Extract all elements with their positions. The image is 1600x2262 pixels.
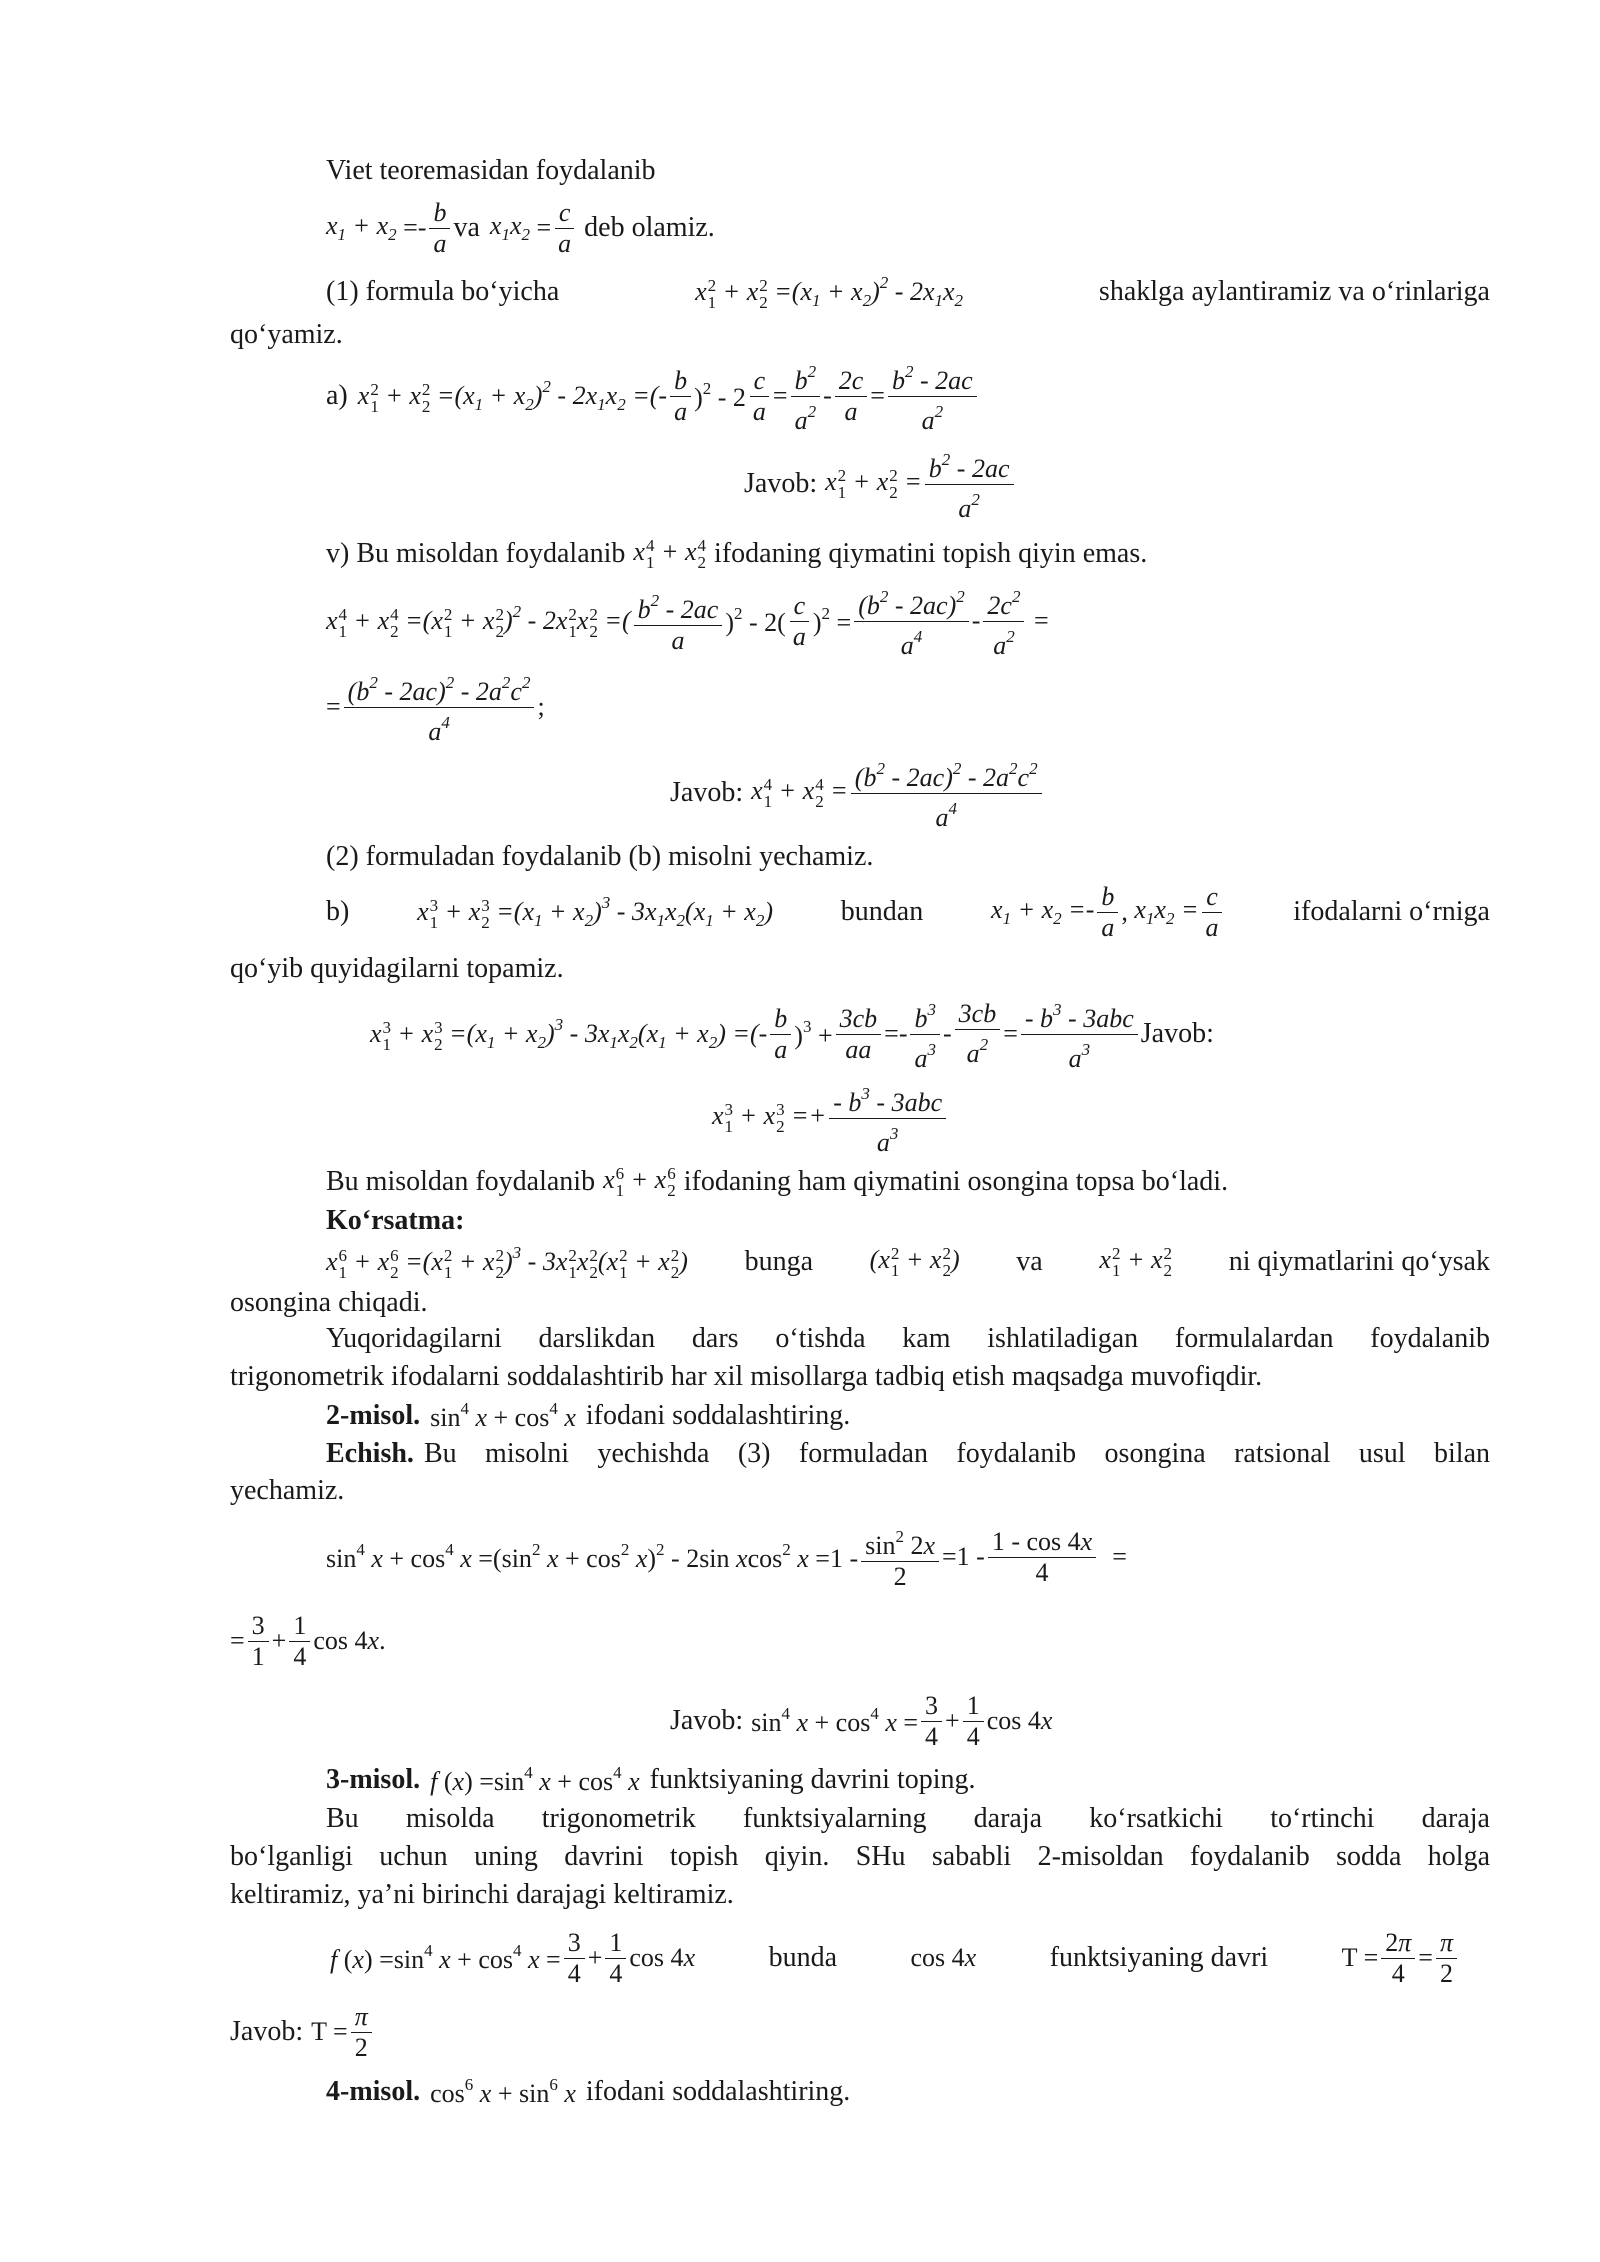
va-word: va <box>1016 1246 1043 1277</box>
korsatma-heading: Ko‘rsatma: <box>326 1205 465 1236</box>
x6-end: ifodaning ham qiymatini osongina topsa bo‘ladi. <box>683 1166 1229 1197</box>
formula1-intro: (1) formula bo‘yicha <box>326 276 560 307</box>
korsatma-formula: x 6 1 + x 6 2 =(x 2 1 + x 2 2 )$^3$ - 3x 2 1 x 2 2 (x 2 1 + x 2 2 ) bunga (x 2 1 + x 2 2 ) va x 2 1 + x 2 2 ni qiymatlarini qo‘ysak <box>326 1242 1490 1283</box>
javob-label: Javob: <box>670 777 744 808</box>
misol-4-end: ifodani soddalashtiring. <box>585 2076 851 2107</box>
qoyamiz-text: qo‘yamiz. <box>230 319 343 350</box>
misol-3-end: funktsiyaning davrini toping. <box>649 1764 976 1795</box>
javob-label: Javob: <box>670 1705 744 1736</box>
label-b: b) <box>326 896 350 927</box>
javob-label: Javob: <box>230 2016 304 2047</box>
bunga-word: bunga <box>744 1246 813 1277</box>
misol-2-label: 2-misol. <box>326 1400 421 1431</box>
korsatma-end: ni qiymatlarini qo‘ysak <box>1228 1246 1490 1277</box>
bunda-word: bunda <box>768 1942 838 1973</box>
answer-a: Javob: x 2 1 + x 2 2 = $\frac{b^2 - 2ac}{a^2}$ <box>744 444 1017 524</box>
echish-line2: yechamiz. <box>230 1475 345 1506</box>
echish-line <box>326 1434 1490 1474</box>
formula1-end: shaklga aylantiramiz va o‘rinlariga <box>1098 276 1490 307</box>
misol-3-solution: f $(x) =\sin^4$ $x + \cos^4 x$ = $\frac{3}{4}$ + $\frac{1}{4}$ cos 4x bunda cos 4x funktsiyaning davri T = $\frac{2\pi}{4}$ = $\frac{\pi}{2}$ <box>330 1916 1460 2000</box>
misol-2-end: ifodani soddalashtiring. <box>585 1400 851 1431</box>
m3-para-line3: keltiramiz, ya’ni birinchi darajagi keltiramiz. <box>230 1879 734 1910</box>
echish-label: Echish. <box>326 1438 414 1469</box>
yuq-line2: trigonometrik ifodalarni soddalashtirib har xil misollarga tadbiq etish maqsadga muvofiqdir. <box>230 1361 1263 1392</box>
korsatma-line2: osongina chiqadi. <box>230 1287 428 1318</box>
javob-label: Javob: <box>744 468 818 499</box>
misol-4-label: 4-misol. <box>326 2076 421 2107</box>
answer-v: Javob: x 4 1 + x 4 2 = $\frac{(b^2 - 2ac)^2 - 2a^2c^2}{a^4}$ <box>670 752 1045 834</box>
label-a: a) <box>326 380 348 411</box>
intro-text: Viet teoremasidan foydalanib <box>326 155 656 186</box>
v-intro-end: ifodaning qiymatini topish qiyin emas. <box>714 538 1148 569</box>
formula1-line: (1) formula bo‘yicha x 2 1 + x 2 2 $=(x_1 + x_2)^2 - 2x_1x_2$ shaklga aylantiramiz va o‘rinlariga <box>326 272 1490 313</box>
answer-misol-3: Javob: T = $\frac{\pi}{2}$ <box>230 1990 375 2074</box>
formula2-text: (2) formuladan foydalanib (b) misolni yechamiz. <box>326 841 874 872</box>
javob-label: Javob: <box>1140 1018 1214 1049</box>
x6-line: Bu misoldan foydalanib x 6 1 + x 6 2 ifodaning ham qiymatini osongina topsa bo‘ladi. <box>326 1164 1229 1201</box>
misol-2-result: = $\frac{3}{1}$ + $\frac{1}{4}$ cos 4x. <box>230 1610 386 1671</box>
m3-para-line1-text: Bu misolda trigonometrik funktsiyalarning daraja ko‘rsatkichi to‘rtinchi daraja <box>326 1803 1490 1834</box>
yuq-line1 <box>326 1320 1490 1358</box>
m3-para-line2-text: bo‘lganligi uchun uning davrini topish qiyin. SHu sababli 2-misoldan foydalanib sodda holga <box>230 1841 1490 1872</box>
v-intro-start: v) Bu misoldan foydalanib <box>326 538 626 569</box>
example-v-formula: x 4 1 + x 4 2 =(x 2 1 + x 2 2 )$^2$ - 2x 2 1 x 2 2 =( $\frac{b^2 - 2ac}{a}$ )$^2$ - 2( $\frac{c}{a}$ )$^2$ = $\frac{(b^2 - 2ac)^2}{a^4}$ - $\frac{2c^2}{a^2}$ = <box>326 580 1049 662</box>
answer-misol-2: Javob: $\sin^4 x + \cos^4 x$ = $\frac{3}{4}$ + $\frac{1}{4}$ cos 4x <box>670 1690 1053 1751</box>
bundan-word: bundan <box>840 896 924 927</box>
va-word: va <box>453 212 480 243</box>
echish-text: Bu misolni yechishda (3) formuladan foydalanib osongina ratsional usul bilan <box>423 1438 1490 1469</box>
example-b: b) x 3 1 + x 3 2 $=(x_1 + x_2)^3 - 3x_1x_2(x_1 + x_2)$ bundan $x_1 + x_2$ =- $\frac{b}{a}$ , $x_1x_2$ = $\frac{c}{a}$ ifodalarni o‘rniga <box>326 881 1490 942</box>
b-line2: qo‘yib quyidagilarni topamiz. <box>230 953 564 984</box>
misol-4: 4-misol. $\cos^6 x + \sin^6 x$ ifodani soddalashtiring. <box>326 2075 851 2108</box>
b-end: ifodalarni o‘rniga <box>1293 896 1490 927</box>
x6-start: Bu misoldan foydalanib <box>326 1166 596 1197</box>
viet-formulas: $x_1 + x_2$ =- $\frac{b}{a}$ va $x_1x_2$ = $\frac{c}{a}$ deb olamiz. <box>326 197 715 258</box>
m3-funk: funktsiyaning davri <box>1049 1942 1269 1973</box>
yuq-line1-text: Yuqoridagilarni darslikdan dars o‘tishda kam ishlatiladigan formulalardan foydalanib <box>326 1323 1490 1354</box>
m3-para-line1 <box>326 1800 1490 1838</box>
misol-3-label: 3-misol. <box>326 1764 421 1795</box>
answer-b: x 3 1 + x 3 2 =+ $\frac{- b^3 - 3abc}{a^3}$ <box>712 1076 949 1160</box>
misol-2-solution: $\sin^4 x + \cos^4 x =(\sin^2$ $x + \cos^2 x)^2 - 2\sin$ xcos$^2$ x =1 - $\frac{\sin^2 2x}{2}$ =1 - $\frac{1 - \cos 4x}{4}$ = <box>326 1516 1127 1598</box>
example-a: a) x 2 1 + x 2 2 $=(x_1 + x_2)^2 - 2x_1x_2$ =(- $\frac{b}{a}$ )$^2$ - 2 $\frac{c}{a}$ = $\frac{b^2}{a^2}$ - $\frac{2c}{a}$ = $\frac{b^2 - 2ac}{a^2}$ <box>326 356 980 436</box>
misol-2: 2-misol. $\sin^4 x + \cos^4 x$ ifodani soddalashtiring. <box>326 1399 851 1432</box>
m3-para-line2 <box>230 1838 1490 1876</box>
example-v-intro: v) Bu misoldan foydalanib x 4 1 + x 4 2 ifodaning qiymatini topish qiyin emas. <box>326 536 1148 573</box>
deb-olamiz: deb olamiz. <box>584 212 715 243</box>
misol-3: 3-misol. f $(x) =\sin^4$ $x + \cos^4 x$ funktsiyaning davrini toping. <box>326 1763 976 1796</box>
example-v-result: = $\frac{(b^2 - 2ac)^2 - 2a^2c^2}{a^4}$ ; <box>326 666 545 748</box>
example-b-result: x 3 1 + x 3 2 $=(x_1 + x_2)^3 - 3x_1x_2(x_1 + x_2)$ =(- $\frac{b}{a}$ )$^3$ + $\frac{3cb}{aa}$ =- $\frac{b^3}{a^3}$ - $\frac{3cb}{a^2}$ = $\frac{- b^3 - 3abc}{a^3}$ Javob: <box>370 992 1214 1076</box>
